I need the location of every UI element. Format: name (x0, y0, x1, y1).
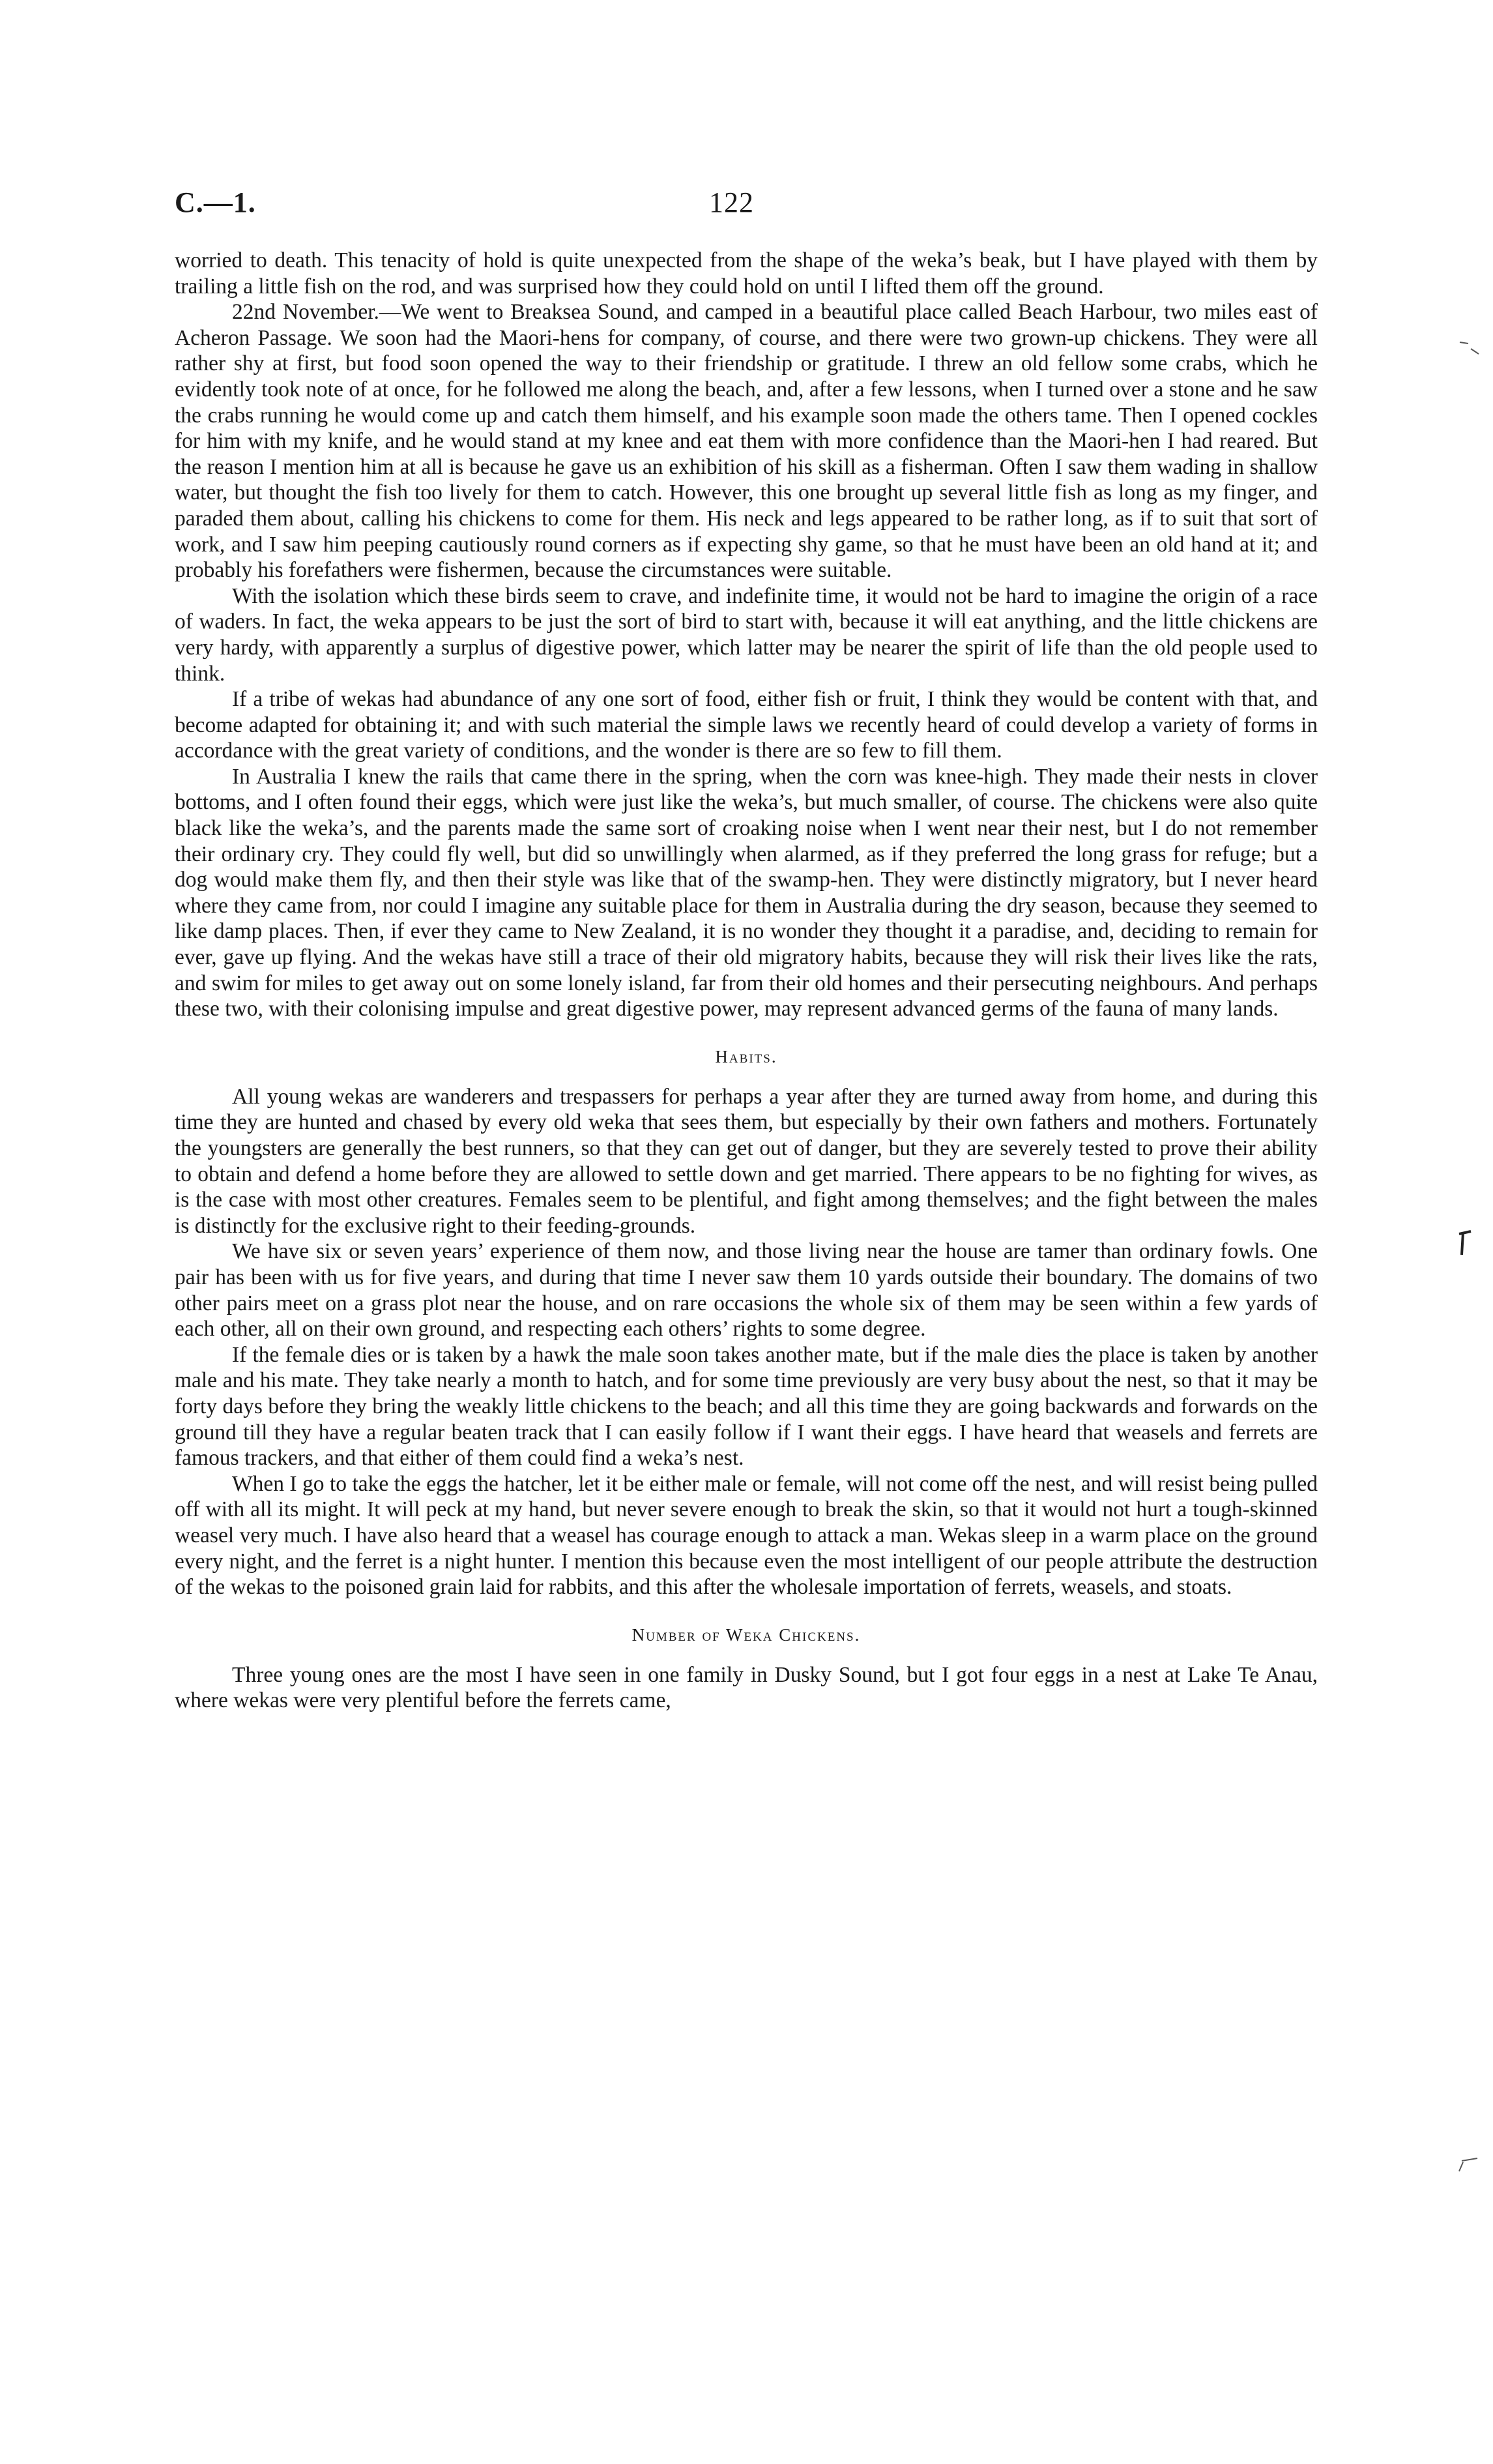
paragraph-4: If a tribe of wekas had abundance of any one sort of food, either fish or fruit, I think they would be content with that, and become adapted for obtaining it; and with such material the simple laws we recently heard of could develop a variety of forms in accordance with the great variety of conditions, and the wonder is there are so few to fill them. (175, 687, 1318, 763)
paragraph-7: We have six or seven years’ experience of them now, and those living near the house are tamer than ordinary fowls. One pair has been with us for five years, and during that time I never saw them 10 yards outside their boundary. The domains of two other pairs meet on a grass plot near the house, and on rare occasions the whole six of them may be seen within a few yards of each other, all on their own ground, and respecting each others’ rights to some degree. (175, 1239, 1318, 1342)
paragraph-8: If the female dies or is taken by a hawk the male soon takes another mate, but if the male dies the place is taken by another male and his mate. They take nearly a month to hatch, and for some time previously are very busy about the nest, so that it may be forty days before they bring the weakly little chickens to the beach; and all this time they are going backwards and forwards on the ground till they have a regular beaten track that I can easily follow if I want their eggs. I have heard that weasels and ferrets are famous trackers, and that either of them could find a weka’s nest. (175, 1342, 1318, 1471)
paragraph-9: When I go to take the eggs the hatcher, let it be either male or female, will not come off the nest, and will resist being pulled off with all its might. It will peck at my hand, but never severe enough to break the skin, so that it would not hurt a tough-skinned weasel very much. I have also heard that a weasel has courage enough to attack a man. Wekas sleep in a warm place on the ground every night, and the ferret is a night hunter. I mention this because even the most intelligent of our people attribute the destruction of the wekas to the poisoned grain laid for rabbits, and this after the wholesale importation of ferrets, weasels, and stoats. (175, 1471, 1318, 1600)
section-heading-habits: Habits. (715, 1046, 777, 1066)
page-header (175, 186, 1318, 225)
section-heading-number-of-weka-chickens: Number of Weka Chickens. (631, 1624, 861, 1645)
paragraph-1: worried to death. This tenacity of hold is quite unexpected from the shape of the weka’s beak, but I have played with them by trailing a little fish on the rod, and was surprised how they could hold on until I lifted them off the ground. (175, 248, 1318, 299)
margin-mark-middle (1457, 1229, 1476, 1261)
paragraph-6: All young wekas are wanderers and trespassers for perhaps a year after they are turned away from home, and during this time they are hunted and chased by every old weka that sees them, but especially by their own fathers and mothers. Fortunately the youngsters are generally the best runners, so that they can get out of danger, but they are severely tested to prove their ability to obtain and defend a home before they are allowed to settle down and get married. There appears to be no fighting for wives, as is the case with most other creatures. Females seem to be plentiful, and fight among themselves; and the fight between the males is distinctly for the exclusive right to their feeding-grounds. (175, 1084, 1318, 1238)
paragraph-10: Three young ones are the most I have seen in one family in Dusky Sound, but I got four eggs in a nest at Lake Te Anau, where wekas were very plentiful before the ferrets came, (175, 1662, 1318, 1713)
margin-mark-top (1457, 329, 1483, 368)
body-text (175, 248, 1318, 1714)
page-number: 122 (709, 186, 754, 218)
margin-mark-bottom (1457, 2154, 1483, 2187)
paragraph-5: In Australia I knew the rails that came there in the spring, when the corn was knee-high. They made their nests in clover bottoms, and I often found their eggs, which were just like the weka’s, but much smaller, of course. The chickens were also quite black like the weka’s, and the parents made the same sort of croaking noise when I went near their nest, but I do not remember their ordinary cry. They could fly well, but did so unwillingly when alarmed, as if they preferred the long grass for refuge; but a dog would make them fly, and then their style was like that of the swamp-hen. They were distinctly migratory, but I never heard where they came from, nor could I imagine any suitable place for them in Australia during the dry season, because they seemed to like damp places. Then, if ever they came to New Zealand, it is no wonder they thought it a paradise, and, deciding to remain for ever, gave up flying. And the wekas have still a trace of their old migratory habits, because they will risk their lives like the rats, and swim for miles to get away out on some lonely island, far from their old homes and their persecuting neighbours. And perhaps these two, with their colonising impulse and great digestive power, may represent advanced germs of the fauna of many lands. (175, 764, 1318, 1021)
paragraph-3: With the isolation which these birds seem to crave, and indefinite time, it would not be hard to imagine the origin of a race of waders. In fact, the weka appears to be just the sort of bird to start with, because it will eat anything, and the little chickens are very hardy, with apparently a surplus of digestive power, which latter may be nearer the spirit of life than the old people used to think. (175, 583, 1318, 686)
paragraph-2: 22nd November.—We went to Breaksea Sound, and camped in a beautiful place called Beach Harbour, two miles east of Acheron Passage. We soon had the Maori-hens for company, of course, and there were two grown-up chickens. They were all rather shy at first, but food soon opened the way to their friendship or gratitude. I threw an old fellow some crabs, which he evidently took note of at once, for he followed me along the beach, and, after a few lessons, when I turned over a stone and he saw the crabs running he would come up and catch them himself, and his example soon made the others tame. Then I opened cockles for him with my knife, and he would stand at my knee and eat them with more confidence than the Maori-hen I had reared. But the reason I mention him at all is because he gave us an exhibition of his skill as a fisherman. Often I saw them wading in shallow water, but thought the fish too lively for them to catch. However, this one brought up several little fish as long as my finger, and paraded them about, calling his chickens to come for them. His neck and legs appeared to be rather long, as if to suit that sort of work, and I saw him peeping cautiously round corners as if expecting shy game, so that he must have been an old hand at it; and probably his forefathers were fishermen, because the circumstances were suitable. (175, 300, 1318, 583)
document-reference: C.—1. (175, 186, 256, 218)
